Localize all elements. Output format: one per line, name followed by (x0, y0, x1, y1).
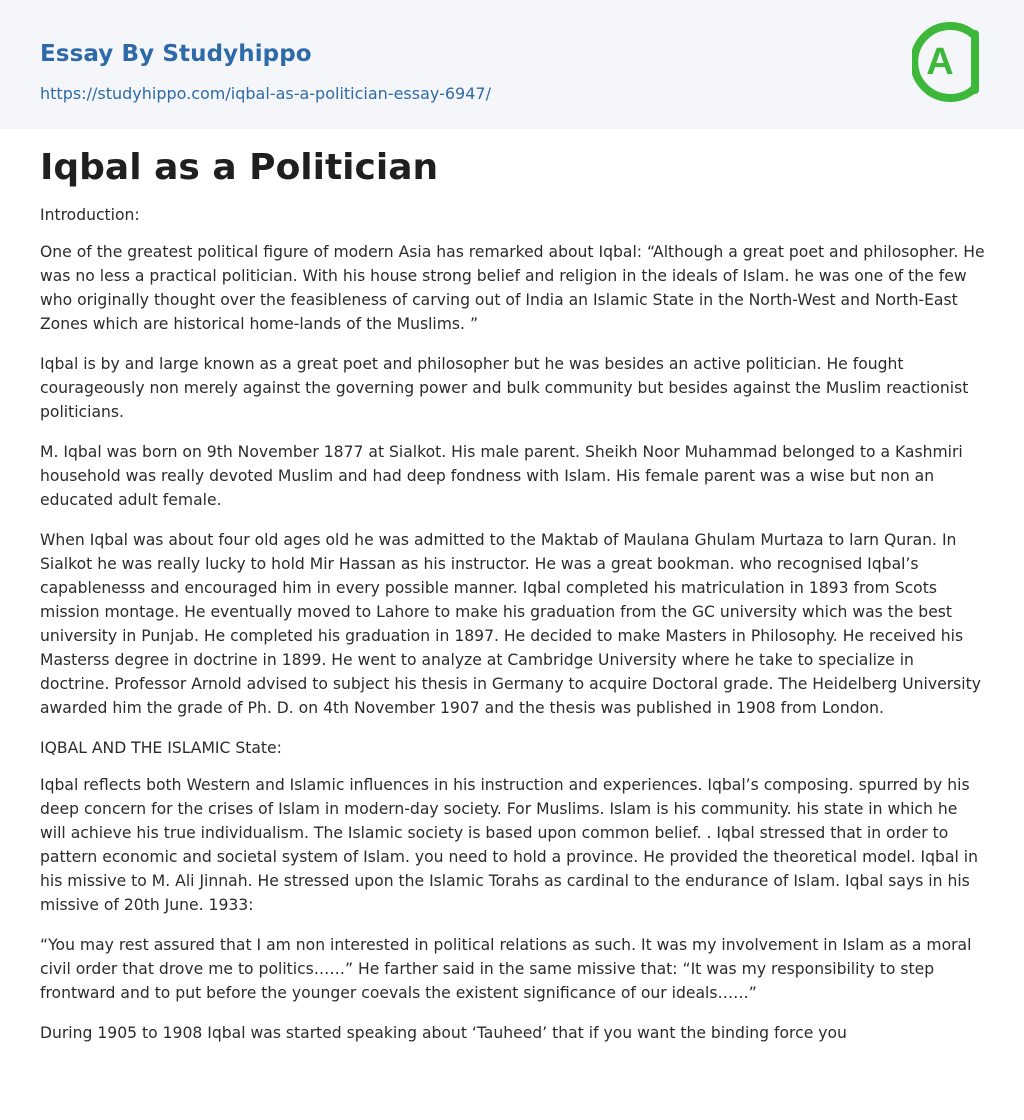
paragraph: When Iqbal was about four old ages old he was admitted to the Maktab of Maulana Ghulam Murtaza to larn Quran. In Sialkot he was really lucky to hold Mir Hassan as his instructor. He was a great bookman. who recognised Iqbal’s capablenesss and encouraged him in every possible manner. Iqbal completed his matriculation in 1893 from Scots mission montage. He eventually moved to Lahore to make his graduation from the GC university which was the best university in Punjab. He completed his graduation in 1897. He decided to make Masters in Philosophy. He received his Masterss degree in doctrine in 1899. He went to analyze at Cambridge University where he take to specialize in doctrine. Professor Arnold advised to subject his thesis in Germany to acquire Doctoral grade. The Heidelberg University awarded him the grade of Ph. D. on 4th November 1907 and the thesis was published in 1908 from London. (40, 531, 981, 717)
article (40, 143, 986, 1061)
paragraph: M. Iqbal was born on 9th November 1877 at Sialkot. His male parent. Sheikh Noor Muhammad belonged to a Kashmiri household was really devoted Muslim and had deep fondness with Islam. His female parent was a wise but non an educated adult female. (40, 443, 963, 509)
article-title: Iqbal as a Politician (40, 147, 439, 188)
paragraph: Iqbal reflects both Western and Islamic influences in his instruction and experiences. Iqbal’s composing. spurred by his deep concern for the crises of Islam in modern-day society. For Muslims. Islam is his community. his state in which he will achieve his true individualism. The Islamic society is based upon common belief. . Iqbal stressed that in order to pattern economic and societal system of Islam. you need to hold a province. He provided the theoretical model. Iqbal in his missive to M. Ali Jinnah. He stressed upon the Islamic Torahs as cardinal to the endurance of Islam. Iqbal says in his missive of 20th June. 1933: (40, 776, 979, 914)
essay-url-link[interactable]: https://studyhippo.com/iqbal-as-a-politician-essay-6947/ (40, 84, 491, 103)
paragraph: One of the greatest political figure of modern Asia has remarked about Iqbal: “Although a great poet and philosopher. He was no less a practical politician. With his house strong belief and religion in the ideals of Islam. he was one of the few who originally thought over the feasibleness of carving out of India an Islamic State in the North-West and North-East Zones which are historical home-lands of the Muslims. ” (40, 243, 985, 333)
paragraph-introduction-label: Introduction: (40, 206, 140, 224)
section-heading-iqbal-islamic-state: IQBAL AND THE ISLAMIC State: (40, 739, 282, 757)
studyhippo-logo-icon[interactable] (912, 18, 988, 106)
paragraph-truncated: During 1905 to 1908 Iqbal was started speaking about ‘Tauheed’ that if you want the binding force you (40, 1024, 847, 1042)
site-header (0, 0, 1024, 129)
paragraph: Iqbal is by and large known as a great poet and philosopher but he was besides an active politician. He fought courageously non merely against the governing power and bulk community but besides against the Muslim reactionist politicians. (40, 355, 969, 421)
logo-letter: A (926, 41, 954, 83)
paragraph: “You may rest assured that I am non interested in political relations as such. It was my involvement in Islam as a moral civil order that drove me to politics……” He farther said in the same missive that: “It was my responsibility to step frontward and to put before the younger coevals the existent significance of our ideals……” (40, 936, 972, 1002)
site-brand[interactable]: Essay By Studyhippo (40, 41, 312, 67)
